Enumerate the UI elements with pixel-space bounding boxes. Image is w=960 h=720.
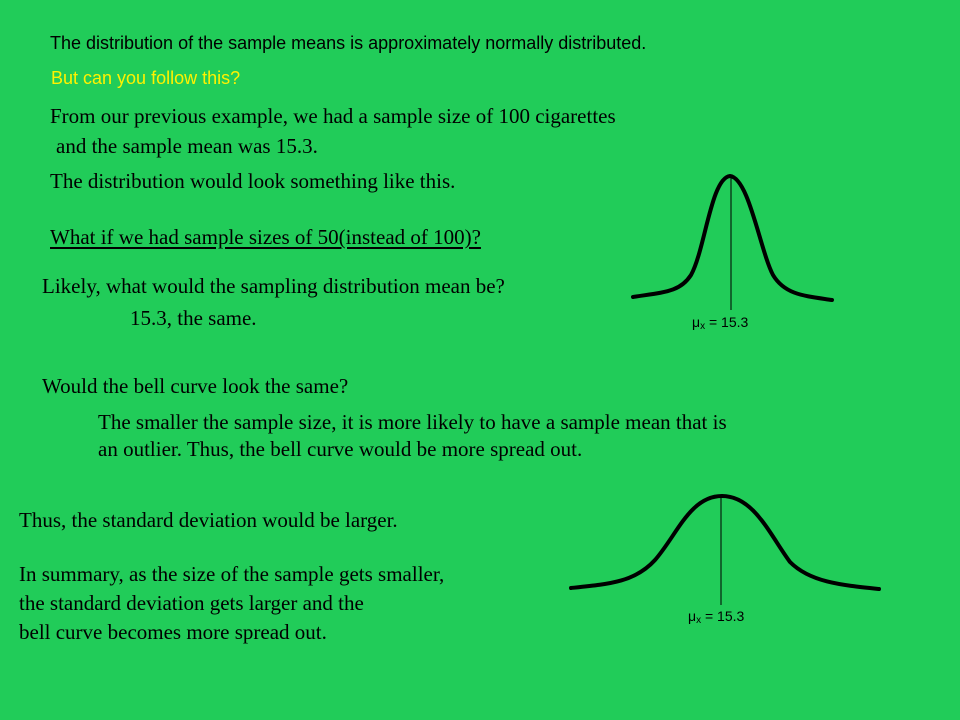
example-line-2: and the sample mean was 15.3. — [56, 134, 318, 158]
wide-bell-curve — [565, 490, 885, 605]
likely-answer: 15.3, the same. — [130, 306, 257, 330]
bell-answer-line-2: an outlier. Thus, the bell curve would be more spread out. — [98, 437, 583, 461]
wide-bell-curve-path — [571, 496, 879, 589]
wide-mu-subscript: x — [696, 615, 702, 626]
narrow-bell-curve-path — [633, 176, 832, 300]
follow-question: But can you follow this? — [51, 68, 241, 88]
wide-mu-value: = 15.3 — [704, 608, 745, 624]
slide-heading: The distribution of the sample means is approximately normally distributed. — [50, 33, 647, 53]
narrow-bell-curve — [625, 170, 840, 310]
narrow-mean-label — [692, 314, 748, 332]
what-if-question: What if we had sample sizes of 50(instead of 100)? — [50, 225, 481, 249]
wide-mean-label — [688, 608, 744, 626]
summary-line-1: In summary, as the size of the sample gets smaller, — [19, 562, 445, 586]
summary-line-3: bell curve becomes more spread out. — [19, 620, 327, 644]
bell-answer-line-1: The smaller the sample size, it is more likely to have a sample mean that is — [98, 410, 727, 434]
example-line-1: From our previous example, we had a sample size of 100 cigarettes — [50, 104, 616, 128]
distribution-line: The distribution would look something like this. — [50, 169, 456, 193]
std-dev-line: Thus, the standard deviation would be larger. — [19, 508, 398, 532]
narrow-mu-value: = 15.3 — [708, 314, 749, 330]
narrow-mu-subscript: x — [700, 321, 706, 332]
wide-mu-symbol: μ — [688, 608, 697, 624]
narrow-mu-symbol: μ — [692, 314, 701, 330]
summary-line-2: the standard deviation gets larger and the — [19, 591, 364, 615]
bell-question: Would the bell curve look the same? — [42, 374, 349, 398]
likely-question: Likely, what would the sampling distribution mean be? — [42, 274, 505, 298]
